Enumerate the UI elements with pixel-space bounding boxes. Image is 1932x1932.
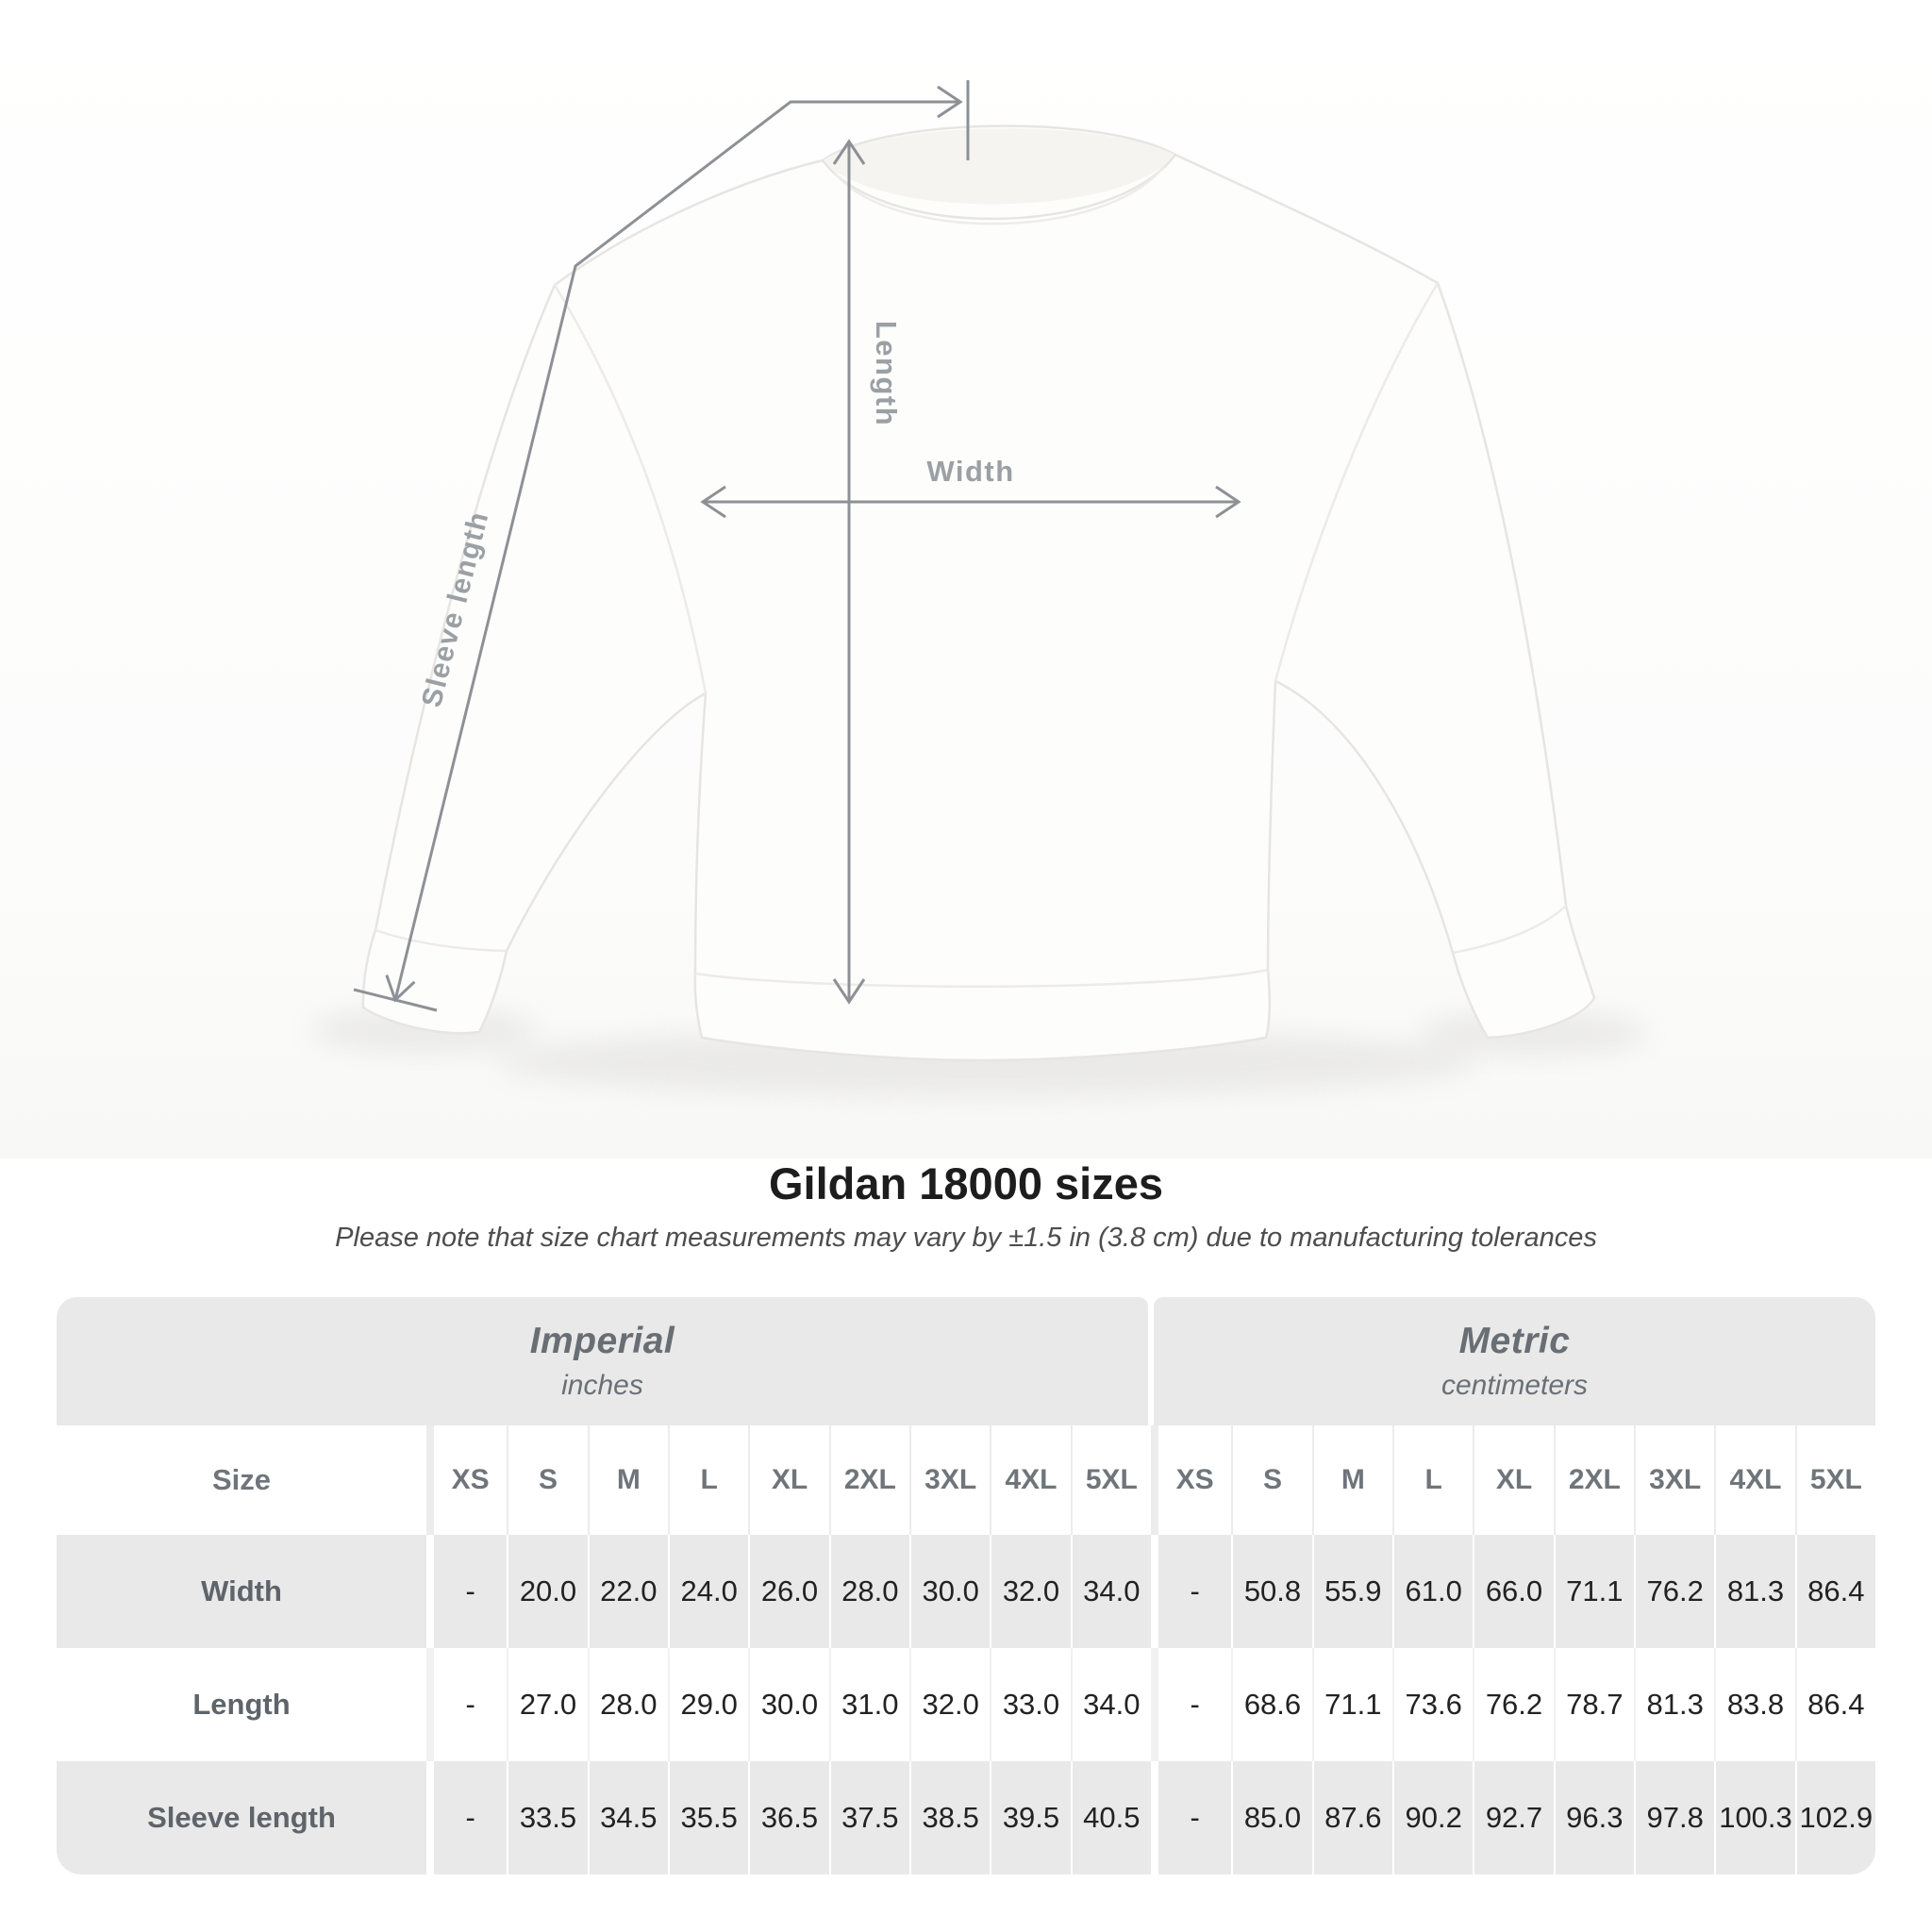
size-header-row — [57, 1425, 1875, 1535]
size-header-imperial-l: L — [668, 1425, 748, 1535]
sleeve-length-label: Sleeve length — [416, 508, 495, 710]
imperial-header-cell — [57, 1297, 1148, 1425]
value-cell-imperial: 27.0 — [507, 1648, 587, 1761]
imperial-label: Imperial — [529, 1321, 675, 1362]
value-cell-metric: 66.0 — [1473, 1535, 1553, 1648]
value-cell-metric: 92.7 — [1473, 1761, 1553, 1874]
value-cell-metric: 76.2 — [1634, 1535, 1714, 1648]
value-cell-metric: - — [1151, 1535, 1231, 1648]
value-cell-metric: 76.2 — [1473, 1648, 1553, 1761]
tolerance-note: Please note that size chart measurements may vary by ±1.5 in (3.8 cm) due to manufacturing tolerances — [335, 1223, 1597, 1254]
value-cell-imperial: - — [426, 1761, 507, 1874]
value-cell-imperial: 28.0 — [588, 1648, 668, 1761]
size-header-imperial-xs: XS — [426, 1425, 507, 1535]
value-cell-metric: 97.8 — [1634, 1761, 1714, 1874]
row-label: Sleeve length — [147, 1801, 336, 1835]
value-cell-metric: 73.6 — [1392, 1648, 1473, 1761]
size-header-imperial-m: M — [588, 1425, 668, 1535]
value-cell-imperial: 22.0 — [588, 1535, 668, 1648]
size-header-metric-3xl: 3XL — [1634, 1425, 1714, 1535]
value-cell-metric: 78.7 — [1554, 1648, 1634, 1761]
size-header-metric-l: L — [1392, 1425, 1473, 1535]
table-row-sleeve-length — [57, 1761, 1875, 1874]
value-cell-imperial: 33.5 — [507, 1761, 587, 1874]
metric-unit-label: centimeters — [1441, 1370, 1589, 1402]
value-cell-imperial: 34.5 — [588, 1761, 668, 1874]
value-cell-imperial: 35.5 — [668, 1761, 748, 1874]
value-cell-imperial: 38.5 — [909, 1761, 990, 1874]
value-cell-imperial: 37.5 — [829, 1761, 909, 1874]
value-cell-imperial: 34.0 — [1071, 1648, 1151, 1761]
value-cell-imperial: 31.0 — [829, 1648, 909, 1761]
value-cell-imperial: 24.0 — [668, 1535, 748, 1648]
row-label: Width — [201, 1574, 282, 1608]
value-cell-metric: 85.0 — [1231, 1761, 1311, 1874]
value-cell-imperial: - — [426, 1648, 507, 1761]
value-cell-imperial: 28.0 — [829, 1535, 909, 1648]
page-title: Gildan 18000 sizes — [768, 1158, 1164, 1208]
size-header-metric-2xl: 2XL — [1554, 1425, 1634, 1535]
value-cell-imperial: 30.0 — [748, 1648, 828, 1761]
size-header-metric-5xl: 5XL — [1795, 1425, 1875, 1535]
value-cell-metric: 68.6 — [1231, 1648, 1311, 1761]
value-cell-imperial: 39.5 — [990, 1761, 1070, 1874]
value-cell-imperial: 30.0 — [909, 1535, 990, 1648]
size-column-header: Size — [211, 1463, 272, 1497]
metric-label: Metric — [1458, 1321, 1571, 1362]
imperial-unit-label: inches — [561, 1370, 643, 1402]
value-cell-imperial: 26.0 — [748, 1535, 828, 1648]
value-cell-metric: 102.9 — [1795, 1761, 1875, 1874]
table-row-length — [57, 1648, 1875, 1761]
value-cell-metric: - — [1151, 1761, 1231, 1874]
unit-header-row — [57, 1297, 1875, 1425]
value-cell-metric: 81.3 — [1714, 1535, 1794, 1648]
metric-header-cell — [1154, 1297, 1875, 1425]
value-cell-metric: 55.9 — [1312, 1535, 1392, 1648]
size-header-metric-4xl: 4XL — [1714, 1425, 1794, 1535]
size-header-metric-m: M — [1312, 1425, 1392, 1535]
value-cell-imperial: 33.0 — [990, 1648, 1070, 1761]
value-cell-metric: 96.3 — [1554, 1761, 1634, 1874]
length-label: Length — [870, 320, 903, 427]
size-header-imperial-3xl: 3XL — [909, 1425, 990, 1535]
value-cell-imperial: 32.0 — [909, 1648, 990, 1761]
size-header-imperial-2xl: 2XL — [829, 1425, 909, 1535]
value-cell-metric: 81.3 — [1634, 1648, 1714, 1761]
size-header-metric-s: S — [1231, 1425, 1311, 1535]
size-header-metric-xs: XS — [1151, 1425, 1231, 1535]
size-header-imperial-xl: XL — [748, 1425, 828, 1535]
value-cell-imperial: 32.0 — [990, 1535, 1070, 1648]
table-row-width — [57, 1535, 1875, 1648]
size-header-metric-xl: XL — [1473, 1425, 1553, 1535]
value-cell-metric: 61.0 — [1392, 1535, 1473, 1648]
size-table — [57, 1297, 1875, 1874]
value-cell-metric: 50.8 — [1231, 1535, 1311, 1648]
value-cell-metric: 71.1 — [1554, 1535, 1634, 1648]
row-label: Length — [192, 1688, 291, 1722]
value-cell-metric: 86.4 — [1795, 1648, 1875, 1761]
size-header-imperial-s: S — [507, 1425, 587, 1535]
size-header-imperial-4xl: 4XL — [990, 1425, 1070, 1535]
value-cell-metric: 71.1 — [1312, 1648, 1392, 1761]
value-cell-imperial: 20.0 — [507, 1535, 587, 1648]
width-label: Width — [926, 455, 1015, 488]
value-cell-imperial: 29.0 — [668, 1648, 748, 1761]
value-cell-imperial: - — [426, 1535, 507, 1648]
value-cell-metric: - — [1151, 1648, 1231, 1761]
value-cell-imperial: 40.5 — [1071, 1761, 1151, 1874]
chart-heading — [0, 1158, 1932, 1254]
value-cell-metric: 87.6 — [1312, 1761, 1392, 1874]
value-cell-metric: 83.8 — [1714, 1648, 1794, 1761]
value-cell-imperial: 36.5 — [748, 1761, 828, 1874]
value-cell-metric: 90.2 — [1392, 1761, 1473, 1874]
value-cell-metric: 100.3 — [1714, 1761, 1794, 1874]
value-cell-metric: 86.4 — [1795, 1535, 1875, 1648]
value-cell-imperial: 34.0 — [1071, 1535, 1151, 1648]
size-header-imperial-5xl: 5XL — [1071, 1425, 1151, 1535]
